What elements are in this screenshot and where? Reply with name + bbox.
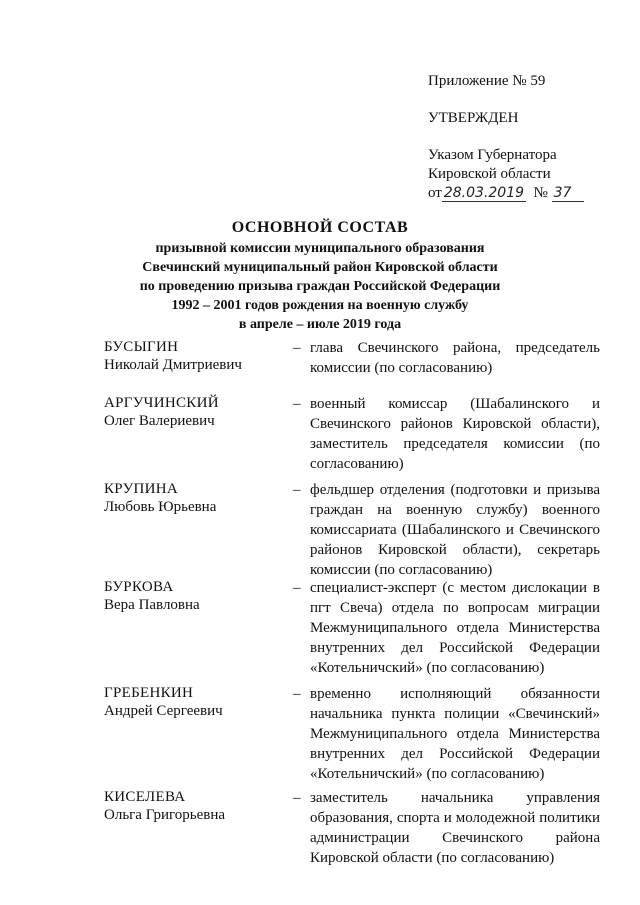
member-role: военный комиссар (Шабалинского и Свечинского районов Кировской области), заместитель председателя комиссии (по согласованию) (310, 396, 600, 472)
member-dash: – (293, 396, 301, 412)
member-name: Ольга Григорьевна (104, 807, 226, 823)
member-dash: – (293, 686, 301, 702)
title-line: 1992 – 2001 годов рождения на военную службу (171, 298, 469, 313)
title-line: в апреле – июле 2019 года (238, 317, 402, 332)
member-role: временно исполняющий обязанности начальника пункта полиции «Свечинский» Межмуниципального отдела Министерства внутренних дел Российской Федерации «Котельничский» (по согласованию) (310, 686, 600, 782)
title-main: ОСНОВНОЙ СОСТАВ (231, 219, 409, 236)
member-dash: – (293, 790, 301, 806)
title-line: Свечинский муниципальный район Кировской области (142, 260, 498, 275)
member-role: специалист-эксперт (с местом дислокации в пгт Свеча) отдела по вопросам миграции Межмуниципального отдела Министерства внутренних дел Российской Федерации «Котельничский» (по согласованию) (310, 580, 600, 676)
member-surname: БУРКОВА (104, 579, 174, 595)
member-dash: – (293, 340, 301, 356)
member-name: Любовь Юрьевна (104, 499, 217, 515)
decree-line-1: Указом Губернатора (428, 147, 557, 163)
member-role: глава Свечинского района, председатель комиссии (по согласованию) (310, 340, 600, 376)
title-line: по проведению призыва граждан Российской Федерации (139, 279, 501, 294)
document-title (60, 218, 580, 334)
title-line: призывной комиссии муниципального образования (155, 241, 485, 256)
approval-block (428, 72, 628, 203)
member-person (104, 338, 279, 374)
handwritten-number: 37 (552, 186, 584, 202)
number-prefix: № (533, 185, 548, 201)
member-dash: – (293, 580, 301, 596)
member-dash: – (293, 482, 301, 498)
member-surname: БУСЫГИН (104, 339, 179, 355)
member-person (104, 788, 279, 824)
date-prefix: от (428, 185, 442, 201)
decree-date-line (428, 184, 628, 203)
member-name: Вера Павловна (104, 597, 200, 613)
member-person (104, 480, 279, 516)
member-person (104, 394, 279, 430)
member-name: Андрей Сергеевич (104, 703, 223, 719)
approved-label: УТВЕРЖДЕН (428, 110, 519, 126)
member-name: Николай Дмитриевич (104, 357, 242, 373)
member-role: заместитель начальника управления образования, спорта и молодежной политики администрации Свечинского района Кировской области (по согласованию) (310, 790, 600, 866)
member-surname: АРГУЧИНСКИЙ (104, 395, 219, 411)
handwritten-date: 28.03.2019 (443, 185, 525, 201)
decree-line-2: Кировской области (428, 166, 551, 182)
member-name: Олег Валериевич (104, 413, 215, 429)
appendix-label: Приложение № 59 (428, 73, 546, 89)
member-surname: КРУПИНА (104, 481, 179, 497)
member-person (104, 684, 279, 720)
member-person (104, 578, 279, 614)
member-role: фельдшер отделения (подготовки и призыва граждан на военную службу) военного комиссариата (Шабалинского и Свечинского районов Кировской области), секретарь комиссии (по согласованию) (310, 482, 600, 578)
member-surname: КИСЕЛЕВА (104, 789, 186, 805)
member-surname: ГРЕБЕНКИН (104, 685, 194, 701)
